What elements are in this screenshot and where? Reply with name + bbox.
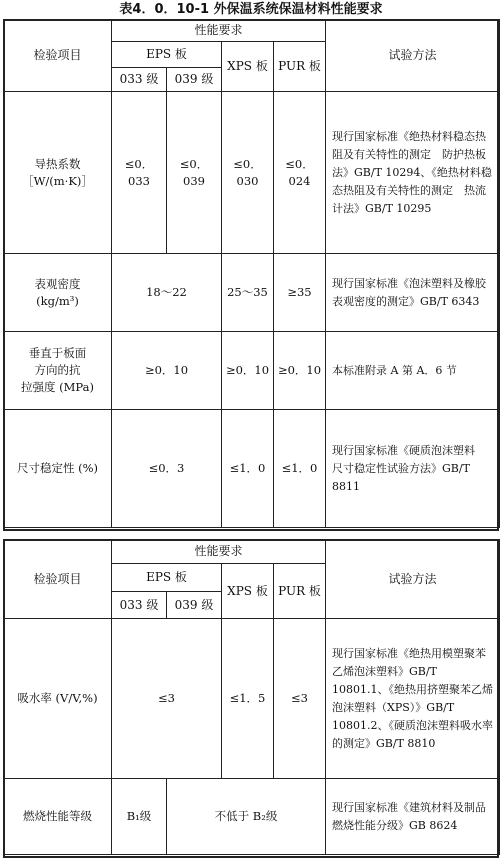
value-eps: ≤3 (112, 619, 222, 779)
header-item: 检验项目 (4, 20, 112, 92)
value-pur: ≤0．024 (274, 92, 326, 254)
insulation-performance-table-1 (3, 19, 500, 528)
table-title: 表4．0．10-1 外保温系统保温材料性能要求 (119, 2, 383, 17)
header-requirements: 性能要求 (112, 540, 326, 564)
header-item: 检验项目 (4, 540, 112, 619)
header-xps: XPS 板 (222, 564, 274, 619)
header-method: 试验方法 (326, 20, 500, 92)
test-method: 现行国家标准《绝热材料稳态热阻及有关特性的测定 防护热板法》GB/T 10294、《绝热材料稳态热阻及有关特性的测定 热流计法》GB/T 10295 (326, 92, 500, 254)
item-tensile-strength: 垂直于板面 方向的抗 拉强度 (MPa) (4, 332, 112, 410)
value-eps: ≥0．10 (112, 332, 222, 410)
table-row (4, 254, 500, 332)
item-water-absorption: 吸水率 (V/V,%) (4, 619, 112, 779)
header-eps-033: 033 级 (112, 68, 167, 92)
value-eps-033: ≤0．033 (112, 92, 167, 254)
header-eps-039: 039 级 (167, 68, 222, 92)
header-eps-033: 033 级 (112, 592, 167, 619)
value-xps: ≤1．5 (222, 619, 274, 779)
table-row (4, 410, 500, 528)
table-row (4, 92, 500, 254)
test-method: 本标准附录 A 第 A．6 节 (326, 332, 500, 410)
insulation-performance-table-2 (3, 539, 500, 855)
item-thermal-conductivity: 导热系数 ［W/(m·K)］ (4, 92, 112, 254)
table-row (4, 619, 500, 779)
header-eps: EPS 板 (112, 42, 222, 68)
value-pur: ≤1．0 (274, 410, 326, 528)
header-eps-039: 039 级 (167, 592, 222, 619)
header-pur: PUR 板 (274, 42, 326, 92)
header-method: 试验方法 (326, 540, 500, 619)
value-xps: ≤0．030 (222, 92, 274, 254)
table-row (4, 332, 500, 410)
value-pur: ≥0．10 (274, 332, 326, 410)
item-combustion-grade: 燃烧性能等级 (4, 779, 112, 855)
value-others: 不低于 B₂级 (167, 779, 326, 855)
value-eps: 18～22 (112, 254, 222, 332)
value-pur: ≤3 (274, 619, 326, 779)
item-dimensional-stability: 尺寸稳定性 (%) (4, 410, 112, 528)
value-eps: ≤0．3 (112, 410, 222, 528)
test-method: 现行国家标准《绝热用模塑聚苯乙烯泡沫塑料》GB/T 10801.1、《绝热用挤塑聚苯乙烯泡沫塑料（XPS）》GB/T 10801.2、《硬质泡沫塑料吸水率的测定》GB/T 8810 (326, 619, 500, 779)
test-method: 现行国家标准《建筑材料及制品燃烧性能分级》GB 8624 (326, 779, 500, 855)
header-xps: XPS 板 (222, 42, 274, 92)
value-eps-039: ≤0．039 (167, 92, 222, 254)
value-xps: ≥0．10 (222, 332, 274, 410)
value-pur: ≥35 (274, 254, 326, 332)
header-pur: PUR 板 (274, 564, 326, 619)
value-xps: ≤1．0 (222, 410, 274, 528)
test-method: 现行国家标准《泡沫塑料及橡胶 表观密度的测定》GB/T 6343 (326, 254, 500, 332)
header-eps: EPS 板 (112, 564, 222, 592)
value-xps: 25～35 (222, 254, 274, 332)
test-method: 现行国家标准《硬质泡沫塑料 尺寸稳定性试验方法》GB/T 8811 (326, 410, 500, 528)
table-row (4, 779, 500, 855)
item-apparent-density: 表观密度 (kg/m³) (4, 254, 112, 332)
value-eps: B₁级 (112, 779, 167, 855)
header-requirements: 性能要求 (112, 20, 326, 42)
